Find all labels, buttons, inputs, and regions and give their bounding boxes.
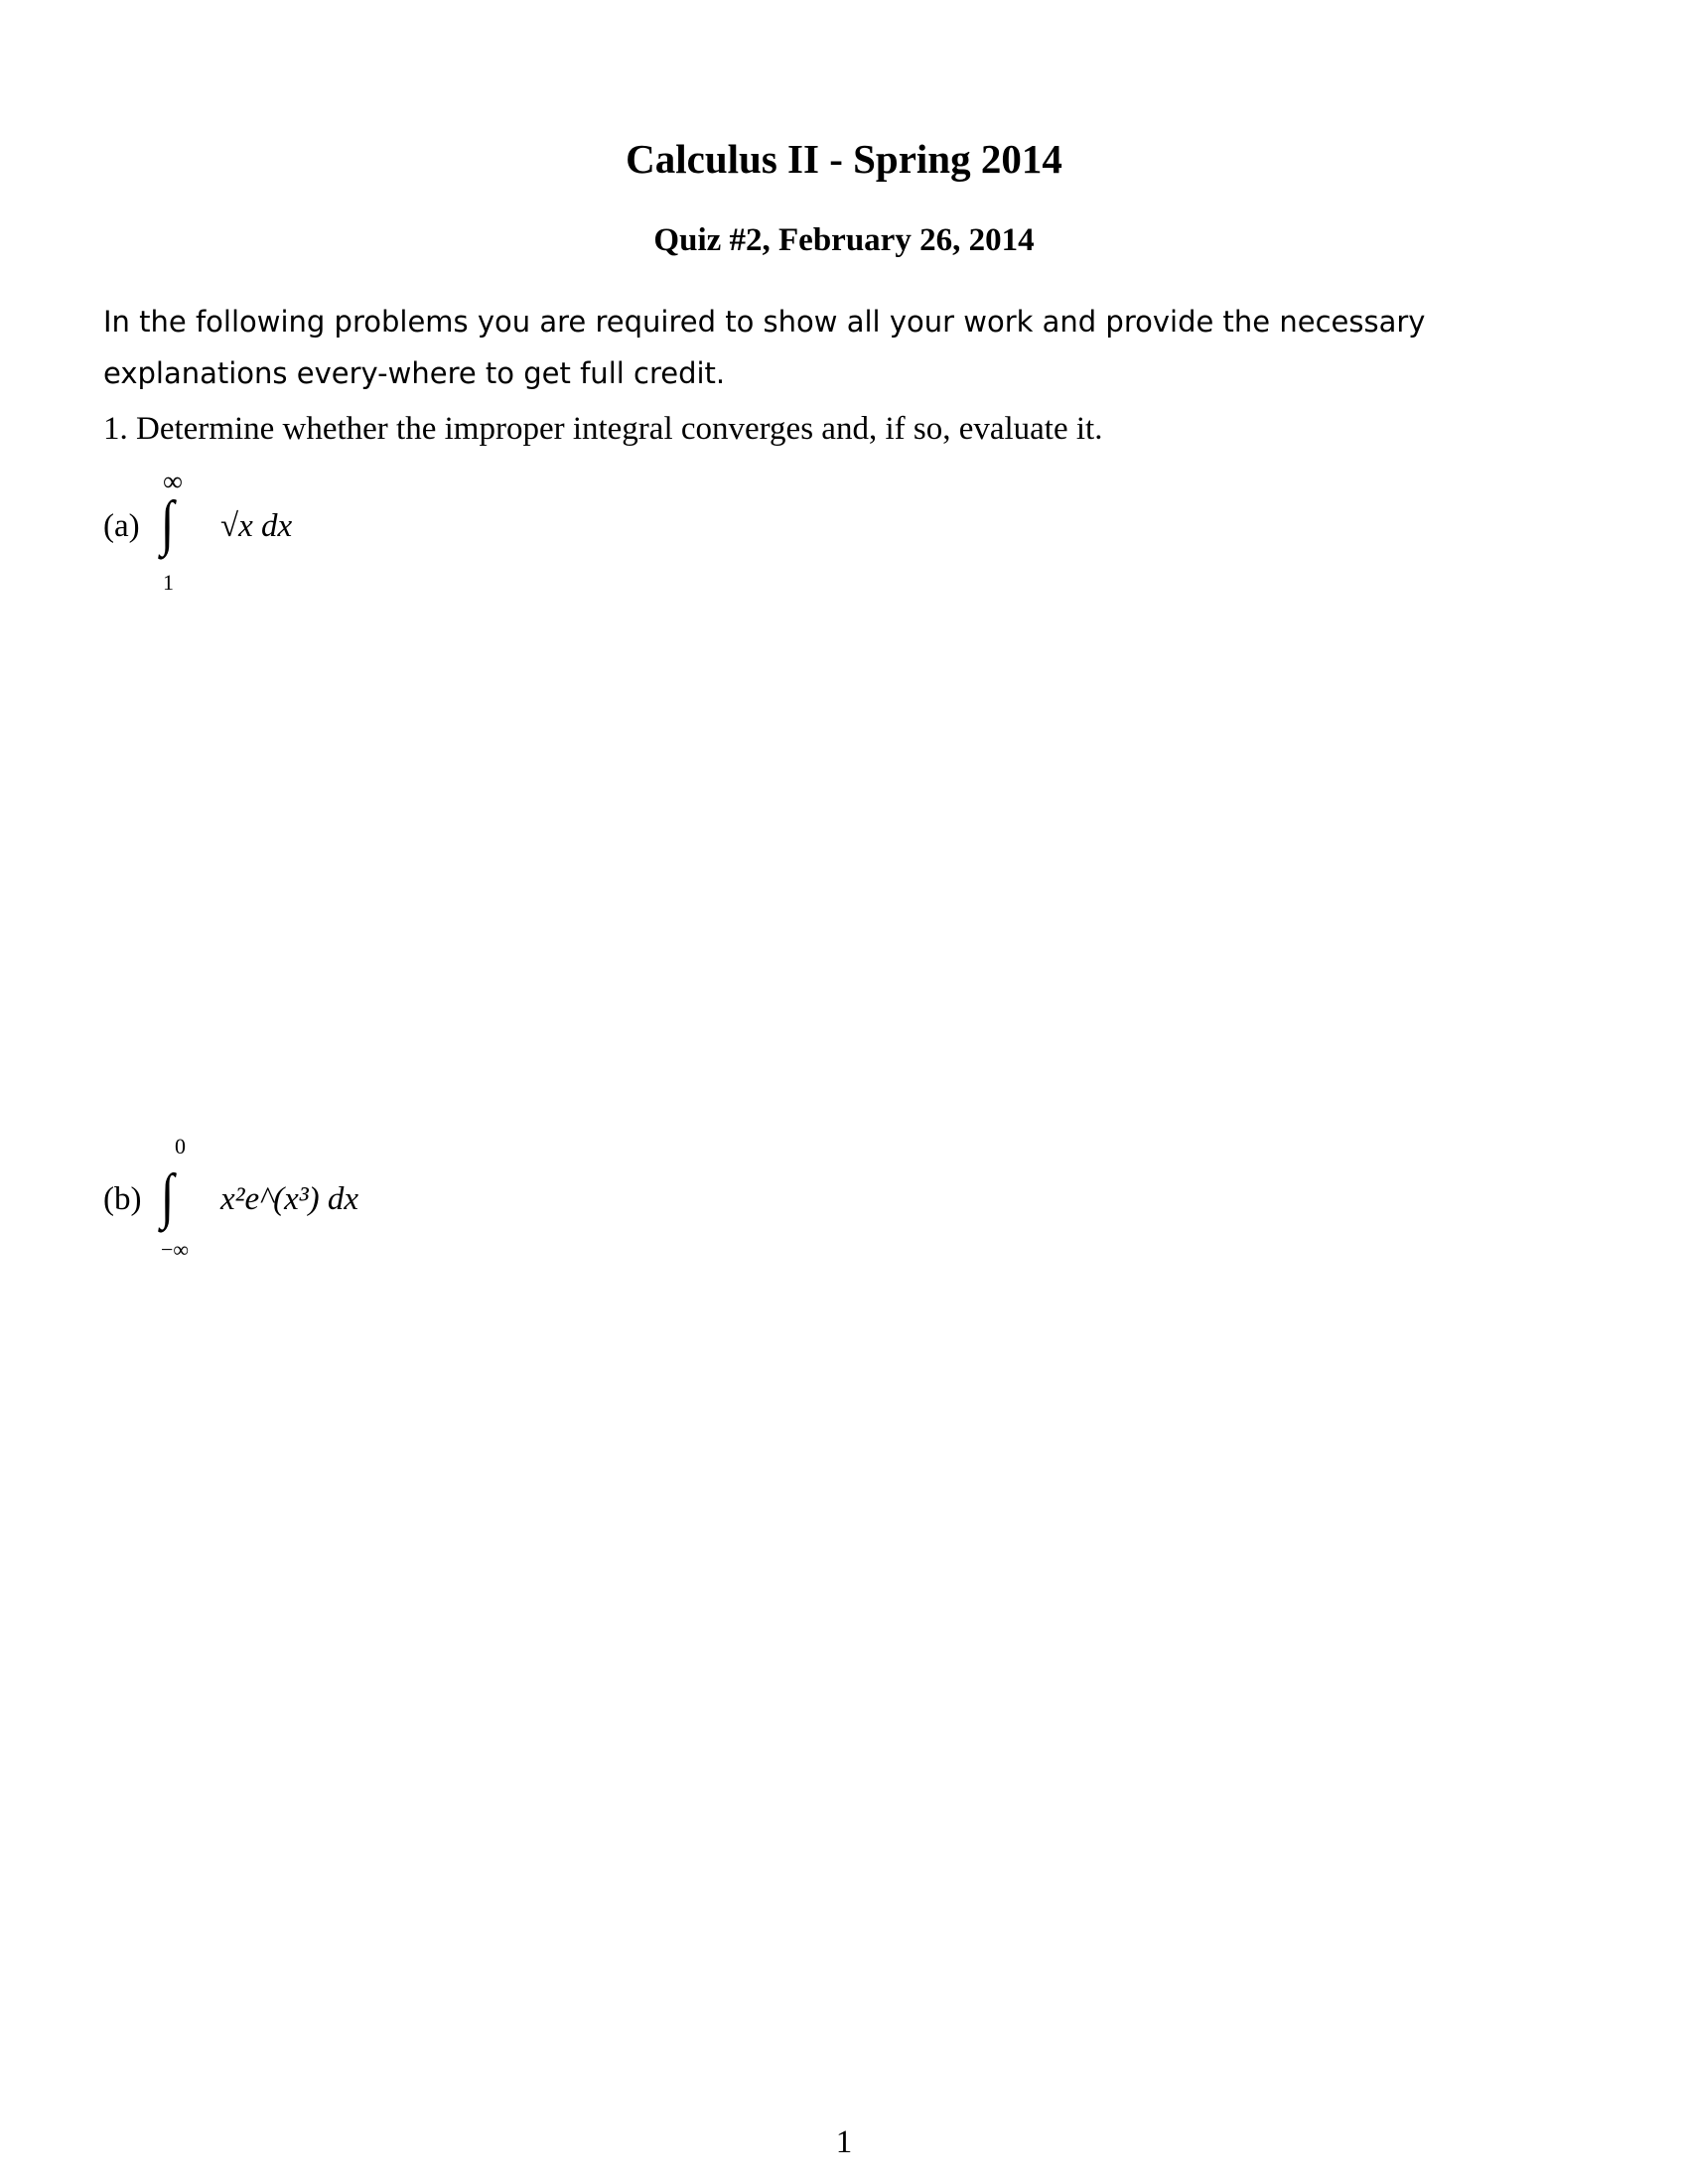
part-b-label: (b) xyxy=(103,1181,142,1217)
page-title: Calculus II - Spring 2014 xyxy=(626,136,1062,182)
page-number: 1 xyxy=(835,2124,853,2160)
integral-sign: ∫ xyxy=(160,1162,175,1230)
part-a-label: (a) xyxy=(103,508,140,544)
part-a-lower-limit: 1 xyxy=(163,570,174,595)
part-b-lower-limit: −∞ xyxy=(161,1237,190,1262)
part-b-upper-limit: 0 xyxy=(175,1134,186,1159)
part-b xyxy=(103,1132,500,1271)
part-a xyxy=(103,467,500,606)
part-b-integrand: x²e^(x³) dx xyxy=(220,1181,359,1217)
quiz-subtitle: Quiz #2, February 26, 2014 xyxy=(653,222,1035,258)
part-a-upper-limit: ∞ xyxy=(163,467,183,497)
integral-sign: ∫ xyxy=(160,489,175,557)
instructions: In the following problems you are required to show all your work and provide the necessary explanations every-where to get full credit. xyxy=(103,305,1426,390)
part-a-integrand: √x dx xyxy=(220,508,293,544)
problem-1-prompt: 1. Determine whether the improper integral converges and, if so, evaluate it. xyxy=(103,411,1103,447)
